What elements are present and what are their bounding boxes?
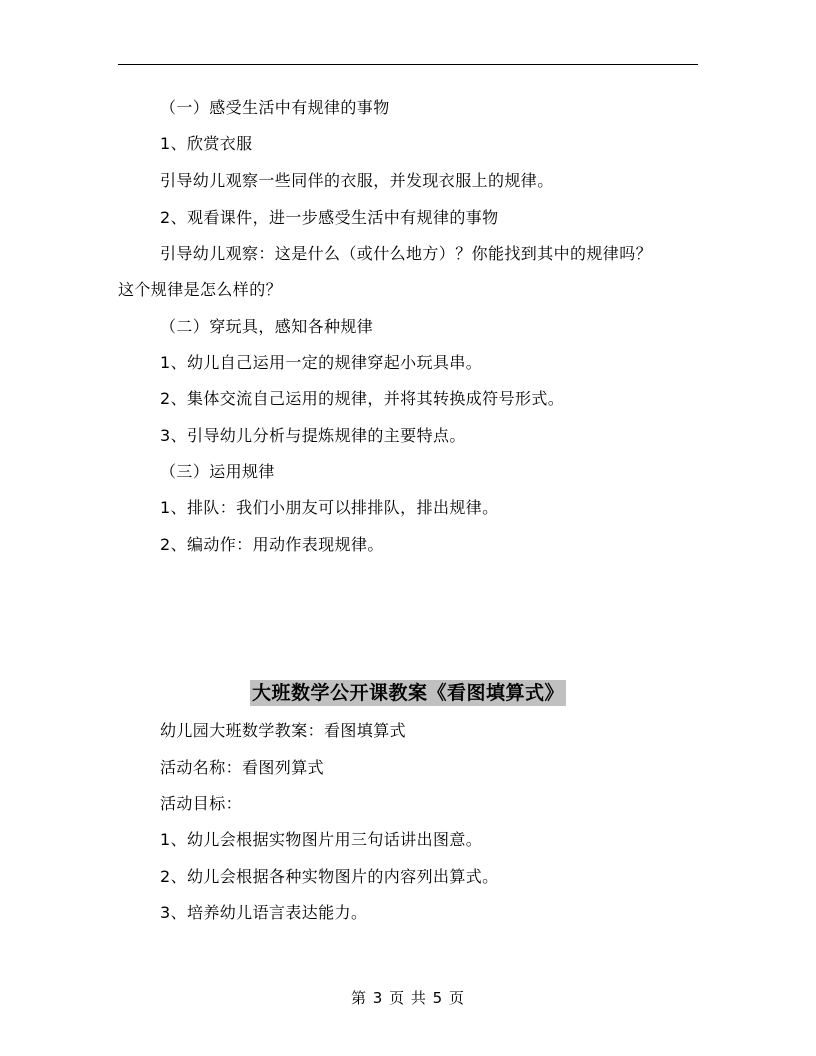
list-item: 1、排队：我们小朋友可以排排队，排出规律。	[160, 498, 499, 517]
list-item: 1、幼儿自己运用一定的规律穿起小玩具串。	[160, 353, 483, 372]
list-item: 1、欣赏衣服	[160, 134, 253, 153]
section-heading-1: （一）感受生活中有规律的事物	[160, 98, 390, 117]
section-heading-2: （二）穿玩具，感知各种规律	[160, 317, 374, 336]
list-item: 2、幼儿会根据各种实物图片的内容列出算式。	[160, 867, 499, 886]
paragraph-continuation: 这个规律是怎么样的？	[118, 280, 283, 299]
section-heading-3: （三）运用规律	[160, 462, 275, 481]
list-item: 1、幼儿会根据实物图片用三句话讲出图意。	[160, 830, 483, 849]
activity-goal-heading: 活动目标：	[160, 794, 243, 813]
activity-name: 活动名称：看图列算式	[160, 758, 325, 777]
document-title: 大班数学公开课教案《看图填算式》	[251, 682, 564, 704]
header-rule	[118, 64, 698, 65]
paragraph: 引导幼儿观察一些同伴的衣服，并发现衣服上的规律。	[160, 171, 554, 190]
list-item: 3、培养幼儿语言表达能力。	[160, 903, 368, 922]
paragraph: 引导幼儿观察：这是什么（或什么地方）？你能找到其中的规律吗？	[160, 244, 653, 263]
list-item: 2、观看课件，进一步感受生活中有规律的事物	[160, 208, 499, 227]
list-item: 2、编动作：用动作表现规律。	[160, 535, 384, 554]
title-container	[0, 680, 816, 706]
list-item: 2、集体交流自己运用的规律，并将其转换成符号形式。	[160, 389, 565, 408]
subtitle: 幼儿园大班数学教案：看图填算式	[160, 721, 407, 740]
list-item: 3、引导幼儿分析与提炼规律的主要特点。	[160, 426, 466, 445]
page-indicator: 第 3 页 共 5 页	[351, 989, 465, 1007]
